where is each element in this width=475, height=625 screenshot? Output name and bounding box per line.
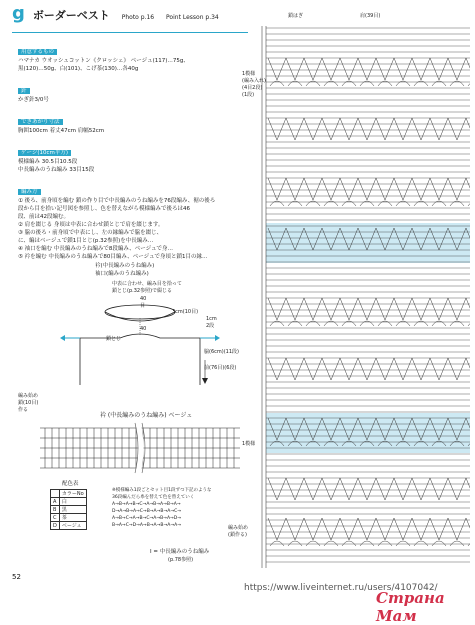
chart-loop-mark: [396, 541, 410, 546]
instruction-step: ⑤ 衿を編む 中長編みのうね編みで80目編み、ベージュで身頃と鎖1目の縁…: [18, 254, 208, 260]
chart-vee-mark: [358, 518, 376, 540]
chart-loop-mark: [270, 321, 284, 326]
chart-loop-mark: [468, 321, 470, 326]
chart-vee-mark: [430, 478, 448, 500]
photo-ref: Photo p.16: [121, 14, 155, 21]
chart-vee-mark: [322, 358, 340, 380]
pattern-title: ボーダーベスト: [32, 9, 110, 22]
side-note: 脇(6cm)(11段): [204, 349, 239, 355]
chart-label-e: 1模様: [242, 441, 256, 447]
instruction-step: 段、前は42段編む。: [18, 214, 69, 220]
chart-vee-mark: [376, 118, 394, 140]
chart-loop-mark: [450, 321, 464, 326]
start-sub1: 鎖(10目): [18, 400, 39, 406]
materials-line1: ハマナカ ウオッシュコットン《クロッシェ》 ベージュ(117)…75g、: [18, 58, 189, 64]
chart-top-left: 鎖はぎ: [288, 13, 304, 19]
chart-vee-mark: [448, 358, 466, 380]
pattern-letter: g: [12, 3, 25, 24]
size-text: 胸囲100cm 着丈47cm 肩幅52cm: [18, 128, 105, 134]
chart-loop-mark: [414, 541, 428, 546]
header-rule: [12, 32, 248, 33]
page-number: 52: [12, 573, 21, 581]
chart-loop-mark: [342, 541, 356, 546]
chart-vee-mark: [322, 118, 340, 140]
chart-vee-mark: [268, 358, 286, 380]
chart-vee-mark: [448, 518, 466, 540]
tie-label: 鎖とじ: [106, 336, 122, 342]
chart-vee-mark: [466, 58, 470, 80]
chart-vee-mark: [412, 58, 430, 80]
chart-loop-mark: [432, 201, 446, 206]
chart-vee-mark: [340, 358, 358, 380]
table-cell: 白: [59, 498, 86, 506]
chart-loop-mark: [306, 201, 320, 206]
chart-vee-mark: [412, 298, 430, 320]
chart-vee-mark: [286, 478, 304, 500]
table-cell: D: [51, 522, 60, 530]
source-url: https://www.liveinternet.ru/users/4107042/: [244, 583, 438, 593]
chart-top-mid: 肩(39目): [360, 13, 381, 19]
chart-loop-mark: [468, 81, 470, 86]
chart-loop-mark: [270, 201, 284, 206]
color-table-title: 配色表: [62, 481, 79, 487]
chart-loop-mark: [450, 201, 464, 206]
chart-vee-mark: [376, 298, 394, 320]
dim-width: 3cm(10目): [172, 309, 199, 315]
chart-vee-mark: [394, 118, 412, 140]
lesson-ref: Point Lesson p.34: [166, 14, 219, 21]
chart-vee-mark: [376, 358, 394, 380]
table-cell: 茶: [59, 514, 86, 522]
instruction-step: に、編はベージュで鎖1目とじ(p.32参照)を中長編み…: [18, 238, 154, 244]
start-sub2: 作る: [18, 407, 29, 413]
chart-vee-mark: [340, 518, 358, 540]
chart-loop-mark: [450, 541, 464, 546]
chart-loop-mark: [342, 81, 356, 86]
chart-vee-mark: [466, 358, 470, 380]
dim-top: 40: [140, 296, 147, 302]
chart-vee-mark: [376, 478, 394, 500]
chart-vee-mark: [304, 58, 322, 80]
chart-loop-mark: [306, 321, 320, 326]
chart-loop-mark: [360, 81, 374, 86]
table-cell: [51, 490, 60, 498]
table-cell: B: [51, 506, 60, 514]
chart-vee-mark: [340, 478, 358, 500]
chart-label-d: (1段): [242, 92, 255, 98]
chart-loop-mark: [450, 81, 464, 86]
chart-loop-mark: [468, 201, 470, 206]
chart-vee-mark: [430, 518, 448, 540]
chart-vee-mark: [268, 178, 286, 200]
chart-vee-mark: [322, 178, 340, 200]
chart-vee-mark: [358, 298, 376, 320]
chart-vee-mark: [430, 58, 448, 80]
schematic-note2: 鎖とじ(p.32参照)で綴じる: [112, 288, 173, 294]
chart-vee-mark: [376, 58, 394, 80]
table-row: [51, 514, 87, 522]
schematic-note1: 中表に合わせ、編み目を拾って: [112, 281, 182, 287]
chart-loop-mark: [270, 541, 284, 546]
chart-loop-mark: [360, 321, 374, 326]
color-seq1: A→B→A→B→C→A→B→A→B→A→: [112, 502, 181, 507]
chart-loop-mark: [378, 201, 392, 206]
instruction-step: 段から目を拾い記号図を参照し、色を替えながら模様編みで後ろは46: [18, 206, 191, 212]
chart-vee-mark: [322, 518, 340, 540]
chart-vee-mark: [268, 118, 286, 140]
instructions-heading: 編み方: [18, 189, 41, 195]
chart-vee-mark: [430, 298, 448, 320]
vest-schematic: [60, 290, 245, 390]
chart-vee-mark: [322, 298, 340, 320]
chart-loop-mark: [270, 81, 284, 86]
chart-loop-mark: [414, 201, 428, 206]
materials-heading: 用意するもの: [18, 49, 57, 55]
start-label: 編み始め: [18, 393, 39, 399]
gauge-heading: ゲージ(10cm平方): [18, 150, 71, 156]
collar-label: 衿(中長編みのうね編み): [95, 263, 155, 269]
chart-loop-mark: [396, 321, 410, 326]
chart-vee-mark: [358, 358, 376, 380]
chart-vee-mark: [340, 298, 358, 320]
color-seq4: B→A→C→D→A→B→A→B→A→A→: [112, 523, 181, 528]
dim-sub: 目: [140, 303, 146, 309]
table-cell: C: [51, 514, 60, 522]
legend-symbol: Ⅰ: [150, 549, 152, 555]
chart-vee-mark: [466, 298, 470, 320]
chart-bottom-label: 編み始め: [228, 525, 249, 531]
chart-vee-mark: [412, 178, 430, 200]
chart-vee-mark: [304, 178, 322, 200]
chart-loop-mark: [324, 541, 338, 546]
chart-loop-mark: [324, 201, 338, 206]
size-heading: できあがり寸法: [18, 119, 63, 125]
chart-vee-mark: [340, 118, 358, 140]
chart-vee-mark: [448, 298, 466, 320]
chart-vee-mark: [448, 118, 466, 140]
table-row: [51, 506, 87, 514]
chart-vee-mark: [358, 478, 376, 500]
chart-vee-mark: [394, 178, 412, 200]
chart-vee-mark: [286, 58, 304, 80]
chart-loop-mark: [378, 81, 392, 86]
chart-vee-mark: [304, 118, 322, 140]
chart-vee-mark: [412, 478, 430, 500]
stitch-legend: [150, 548, 209, 556]
chart-vee-mark: [322, 58, 340, 80]
chart-loop-mark: [324, 321, 338, 326]
instruction-step: ③ 脇の後ろ・前身頃で中表にし、左の縁編みで脇を綴じ、: [18, 230, 163, 236]
chart-vee-mark: [394, 358, 412, 380]
chart-vee-mark: [448, 478, 466, 500]
chart-vee-mark: [268, 298, 286, 320]
chart-loop-mark: [342, 321, 356, 326]
dim-height: 1cm: [206, 316, 217, 322]
chart-vee-mark: [340, 58, 358, 80]
chart-vee-mark: [358, 178, 376, 200]
color-seq3: A→B→C→A→B→C→A→B→A→D→: [112, 516, 182, 521]
page-header: [12, 3, 219, 30]
chart-vee-mark: [466, 178, 470, 200]
chart-loop-mark: [396, 201, 410, 206]
chart-vee-mark: [340, 178, 358, 200]
chart-loop-mark: [378, 541, 392, 546]
instruction-step: ① 後ろ、前身頃を編む 鎖の作り目で中長編みのうね編みを76段編み、裾の後ろ: [18, 198, 216, 204]
dim-bottom: 40: [140, 326, 147, 332]
chart-loop-mark: [414, 81, 428, 86]
chart-vee-mark: [466, 118, 470, 140]
color-sequence: [112, 487, 212, 529]
chart-loop-mark: [288, 321, 302, 326]
main-stitch-chart: [258, 18, 470, 574]
color-seq2: D→A→B→A→C→B→A→B→A→C→: [112, 509, 182, 514]
chart-loop-mark: [468, 541, 470, 546]
instruction-step: ② 肩を綴じる 身頃は中表に合わせ鎖とじで肩を綴じます。: [18, 222, 164, 228]
chart-vee-mark: [358, 118, 376, 140]
chart-loop-mark: [414, 321, 428, 326]
chart-vee-mark: [394, 478, 412, 500]
chart-vee-mark: [286, 118, 304, 140]
chart-vee-mark: [304, 358, 322, 380]
chart-loop-mark: [324, 81, 338, 86]
chart-loop-mark: [288, 201, 302, 206]
chart-vee-mark: [430, 358, 448, 380]
chart-vee-mark: [376, 178, 394, 200]
table-cell: ベージュ: [59, 522, 86, 530]
chart-vee-mark: [304, 518, 322, 540]
chart-loop-mark: [342, 201, 356, 206]
chart-vee-mark: [466, 518, 470, 540]
chart-label-c: (4目2段): [242, 85, 263, 91]
chart-loop-mark: [360, 201, 374, 206]
armhole-label: 袖口(編みのうね編み): [95, 271, 149, 277]
chart-vee-mark: [322, 478, 340, 500]
color-note2: 36段編んだら糸を替えて色を替えていく: [112, 495, 195, 500]
chart-loop-mark: [396, 81, 410, 86]
chart-loop-mark: [306, 541, 320, 546]
materials-block: [18, 38, 250, 261]
chart-vee-mark: [448, 58, 466, 80]
chart-vee-mark: [394, 298, 412, 320]
chart-vee-mark: [430, 118, 448, 140]
chart-vee-mark: [268, 58, 286, 80]
dim-rows: 2段: [206, 323, 215, 329]
chart-vee-mark: [412, 358, 430, 380]
chart-loop-mark: [432, 541, 446, 546]
chart-loop-mark: [306, 81, 320, 86]
hook-text: かぎ針3/0号: [18, 97, 49, 103]
chart-vee-mark: [304, 298, 322, 320]
gauge-line2: 中長編みのうね編み 33目15段: [18, 167, 95, 173]
collar-stitch-chart: [40, 418, 240, 478]
chart-vee-mark: [286, 178, 304, 200]
chart-loop-mark: [360, 541, 374, 546]
chart-vee-mark: [358, 58, 376, 80]
chart-loop-mark: [288, 81, 302, 86]
table-cell: 黒: [59, 506, 86, 514]
chart-label-b: (編み入れ): [242, 78, 266, 84]
instruction-step: ④ 袖口を編む 中長編みのうね編みで8段編み、ベージュで身…: [18, 246, 174, 252]
chart-vee-mark: [286, 298, 304, 320]
hook-heading: 針: [18, 88, 30, 94]
materials-line2: 黒(120)…50g、白(101)、こげ茶(130)…各40g: [18, 66, 139, 72]
chart-vee-mark: [268, 478, 286, 500]
chart-loop-mark: [378, 321, 392, 326]
chart-vee-mark: [448, 178, 466, 200]
gauge-line1: 模様編み 30.5目10.5段: [18, 159, 78, 165]
legend-sub: (p.78参照): [168, 557, 194, 563]
chart-loop-mark: [432, 321, 446, 326]
color-note1: ※模様編み1段ごとセット目1段ずつ下記のような: [112, 488, 212, 493]
chart-vee-mark: [412, 518, 430, 540]
table-header-row: [51, 490, 87, 498]
site-logo: Страна Мам: [376, 589, 445, 625]
chart-loop-mark: [432, 81, 446, 86]
chart-vee-mark: [394, 58, 412, 80]
chart-vee-mark: [304, 478, 322, 500]
table-row: [51, 498, 87, 506]
table-cell: A: [51, 498, 60, 506]
chart-vee-mark: [412, 118, 430, 140]
chart-bottom-sub: (鎖作る): [228, 532, 247, 538]
collar-chart-title: 衿 (中長編みのうね編み) ベージュ: [100, 412, 193, 419]
table-cell: カラーNo: [59, 490, 86, 498]
chart-vee-mark: [394, 518, 412, 540]
chart-vee-mark: [376, 518, 394, 540]
color-table: [50, 489, 87, 530]
chart-vee-mark: [286, 358, 304, 380]
front-label: 前(76目)(6段): [204, 365, 237, 371]
chart-vee-mark: [286, 518, 304, 540]
chart-vee-mark: [466, 478, 470, 500]
legend-text: = 中長編みのうね編み: [153, 549, 210, 555]
table-row: [51, 522, 87, 530]
chart-label-a: 1模様: [242, 71, 256, 77]
chart-vee-mark: [430, 178, 448, 200]
chart-loop-mark: [288, 541, 302, 546]
chart-vee-mark: [268, 518, 286, 540]
